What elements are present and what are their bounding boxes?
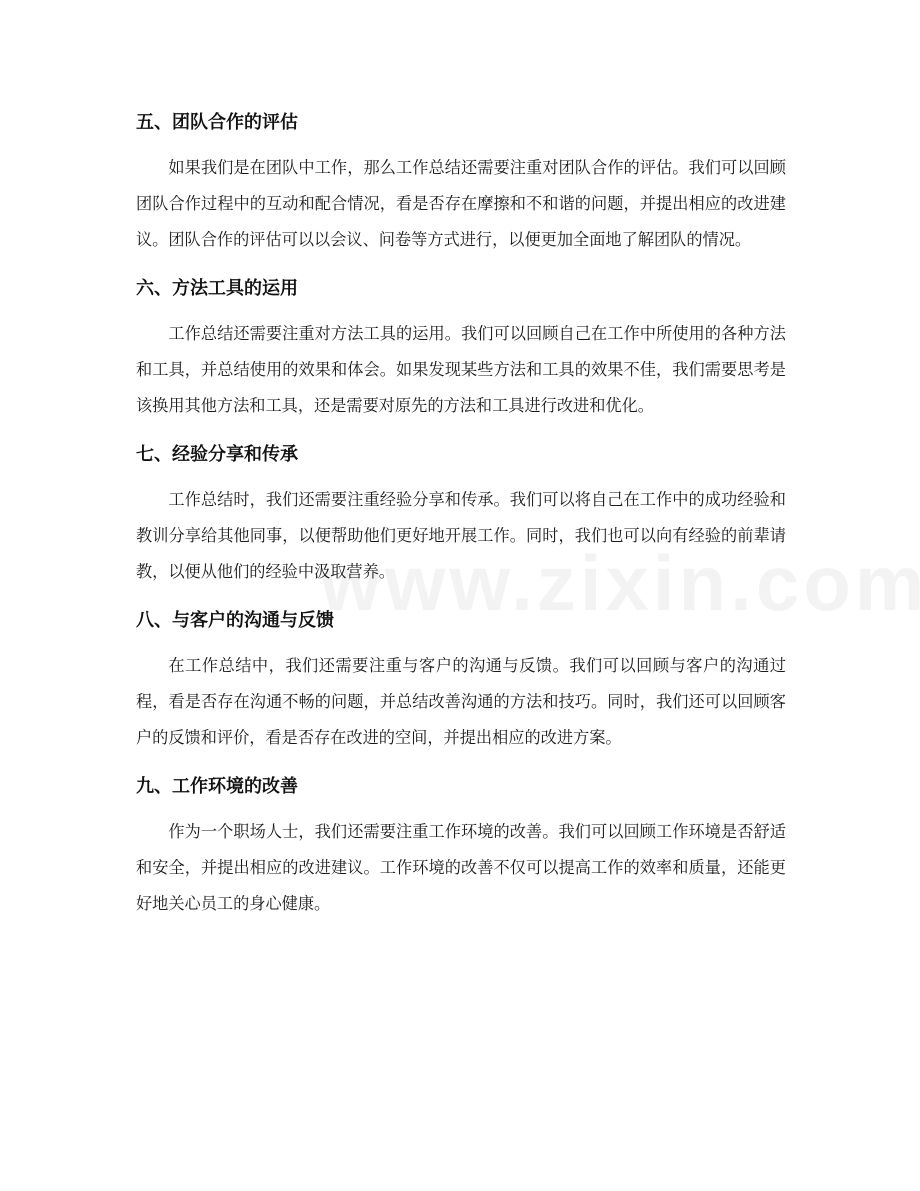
section-team-evaluation xyxy=(136,106,786,258)
section-heading: 九、工作环境的改善 xyxy=(136,776,298,797)
section-paragraph: 在工作总结中，我们还需要注重与客户的沟通与反馈。我们可以回顾与客户的沟通过程，看是否存在沟通不畅的问题，并总结改善沟通的方法和技巧。同时，我们还可以回顾客户的反馈和评价，看是否存在改进的空间，并提出相应的改进方案。 xyxy=(136,656,786,747)
section-work-environment xyxy=(136,770,786,922)
section-paragraph: 作为一个职场人士，我们还需要注重工作环境的改善。我们可以回顾工作环境是否舒适和安全，并提出相应的改进建议。工作环境的改善不仅可以提高工作的效率和质量，还能更好地关心员工的身心健康。 xyxy=(136,822,786,913)
section-paragraph: 如果我们是在团队中工作，那么工作总结还需要注重对团队合作的评估。我们可以回顾团队合作过程中的互动和配合情况，看是否存在摩擦和不和谐的问题，并提出相应的改进建议。团队合作的评估可以以会议、问卷等方式进行，以便更加全面地了解团队的情况。 xyxy=(136,158,786,249)
section-experience-sharing xyxy=(136,438,786,590)
section-heading: 八、与客户的沟通与反馈 xyxy=(136,610,334,631)
section-heading: 五、团队合作的评估 xyxy=(136,112,298,133)
section-method-tools xyxy=(136,272,786,424)
section-paragraph: 工作总结还需要注重对方法工具的运用。我们可以回顾自己在工作中所使用的各种方法和工具，并总结使用的效果和体会。如果发现某些方法和工具的效果不佳，我们需要思考是该换用其他方法和工具，还是需要对原先的方法和工具进行改进和优化。 xyxy=(136,324,786,415)
section-customer-communication xyxy=(136,604,786,756)
section-heading: 七、经验分享和传承 xyxy=(136,444,298,465)
document-body xyxy=(136,106,786,936)
section-heading: 六、方法工具的运用 xyxy=(136,278,298,299)
section-paragraph: 工作总结时，我们还需要注重经验分享和传承。我们可以将自己在工作中的成功经验和教训分享给其他同事，以便帮助他们更好地开展工作。同时，我们也可以向有经验的前辈请教，以便从他们的经验中汲取营养。 xyxy=(136,490,786,581)
